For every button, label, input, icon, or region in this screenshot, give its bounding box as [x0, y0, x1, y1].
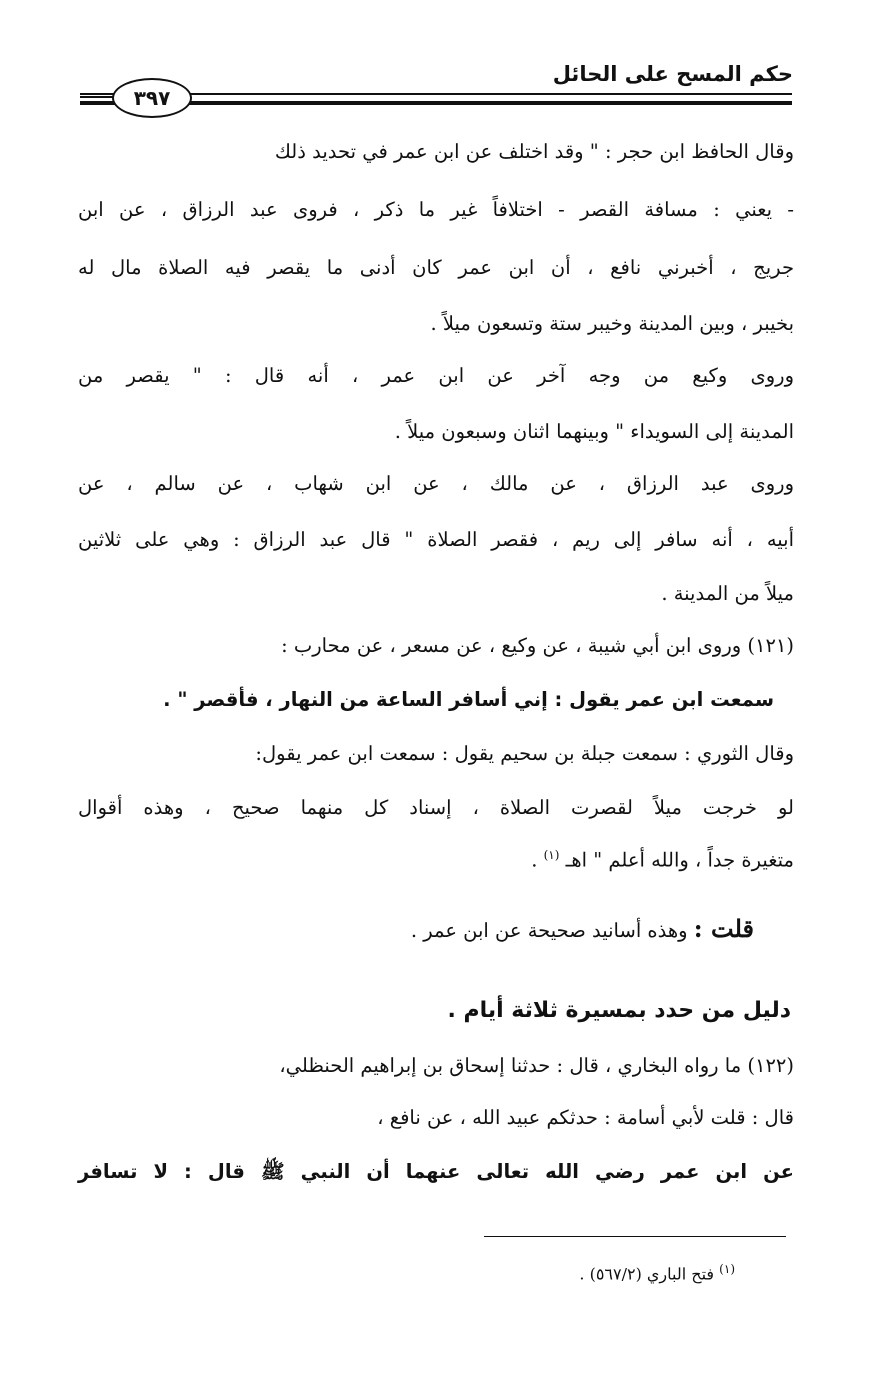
text-line-bold: عن ابن عمر رضي الله تعالى عنهما أن النبي ﷺ قال : لا تسافر — [78, 1160, 794, 1183]
text-line: بخيبر ، وبين المدينة وخيبر ستة وتسعون ميلاً . — [430, 312, 794, 335]
text-line: المدينة إلى السويداء " وبينهما اثنان وسبعون ميلاً . — [394, 420, 794, 443]
header-title: حكم المسح على الحائل — [552, 62, 793, 86]
text-line: جريج ، أخبرني نافع ، أن ابن عمر كان أدنى ما يقصر فيه الصلاة مال له — [78, 256, 794, 279]
footnote — [579, 1262, 735, 1283]
text-line-end: . — [531, 848, 538, 872]
text-line: أبيه ، أنه سافر إلى ريم ، فقصر الصلاة " قال عبد الرزاق : وهي على ثلاثين — [78, 528, 794, 551]
page-number: ٣٩٧ — [133, 86, 171, 110]
footnote-rule — [484, 1236, 786, 1237]
text-line: وقال الحافظ ابن حجر : " وقد اختلف عن ابن عمر في تحديد ذلك — [274, 140, 794, 163]
text-line: وروى عبد الرزاق ، عن مالك ، عن ابن شهاب ، عن سالم ، عن — [78, 472, 794, 495]
text-line-main: متغيرة جداً ، والله أعلم " اهـ — [565, 848, 794, 872]
text-line: لو خرجت ميلاً لقصرت الصلاة ، إسناد كل منهما صحيح ، وهذه أقوال — [78, 796, 794, 819]
text-line — [531, 848, 794, 872]
text-line-bold: سمعت ابن عمر يقول : إني أسافر الساعة من النهار ، فأقصر " . — [163, 688, 774, 711]
text-line — [411, 914, 754, 943]
page-number-oval — [112, 78, 192, 118]
text-line: (١٢١) وروى ابن أبي شيبة ، عن وكيع ، عن مسعر ، عن محارب : — [281, 634, 794, 657]
section-heading: دليل من حدد بمسيرة ثلاثة أيام . — [447, 998, 791, 1023]
qult-label: قلت : — [693, 914, 754, 943]
header-stub-rule — [80, 96, 116, 98]
text-line: ميلاً من المدينة . — [661, 582, 794, 605]
text-line: (١٢٢) ما رواه البخاري ، قال : حدثنا إسحاق بن إبراهيم الحنظلي، — [279, 1054, 794, 1077]
footnote-text: فتح الباري (٥٦٧/٢) . — [579, 1264, 715, 1284]
text-line-main: وهذه أسانيد صحيحة عن ابن عمر . — [410, 919, 688, 942]
text-line: قال : قلت لأبي أسامة : حدثكم عبيد الله ، عن نافع ، — [377, 1106, 794, 1129]
text-line: وقال الثوري : سمعت جبلة بن سحيم يقول : سمعت ابن عمر يقول: — [255, 742, 794, 765]
text-line: - يعني : مسافة القصر - اختلافاً غير ما ذكر ، فروى عبد الرزاق ، عن ابن — [78, 198, 794, 221]
text-line: وروى وكيع من وجه آخر عن ابن عمر ، أنه قال : " يقصر من — [78, 364, 794, 387]
footnote-number: (١) — [719, 1262, 735, 1276]
footnote-ref: (١) — [543, 848, 560, 862]
